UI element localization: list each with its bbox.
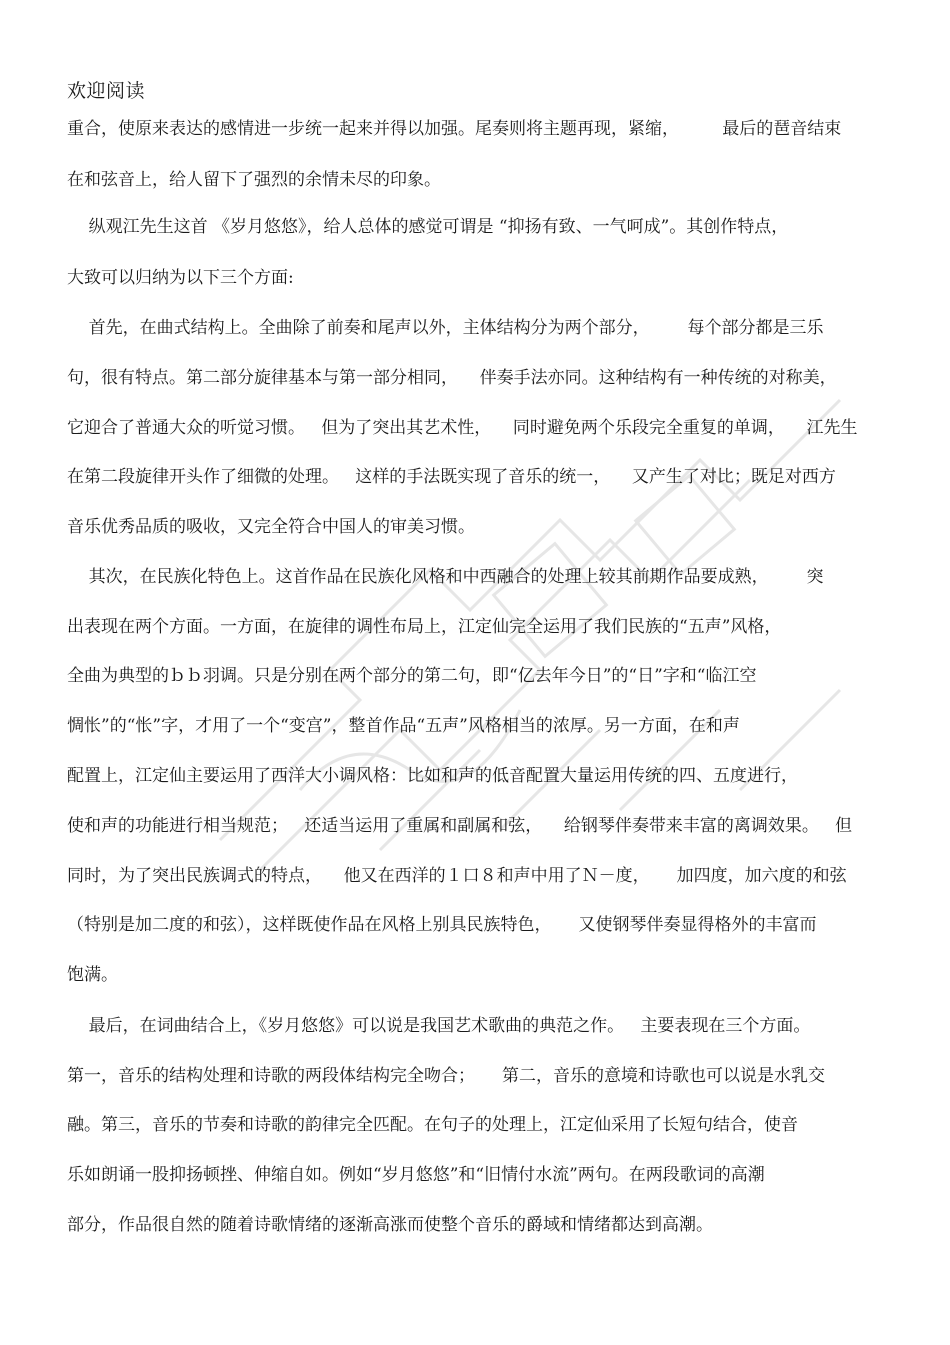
text-line: 使和声的功能进行相当规范； 还适当运用了重属和副属和弦， 给钢琴伴奏带来丰富的离调效果。 但 [67,816,853,836]
text-line: 出表现在两个方面。一方面，在旋律的调性布局上，江定仙完全运用了我们民族的“五声”风格， [67,617,782,637]
text-line: 音乐优秀品质的吸收，又完全符合中国人的审美习惯。 [67,517,475,537]
text-line: 第一，音乐的结构处理和诗歌的两段体结构完全吻合； 第二，音乐的意境和诗歌也可以说是水乳交 [67,1066,826,1086]
text-line: 句，很有特点。第二部分旋律基本与第一部分相同， 伴奏手法亦同。这种结构有一种传统的对称美， [67,368,837,388]
text-line: 乐如朗诵一股抑扬顿挫、伸缩自如。例如“岁月悠悠”和“旧情付水流”两句。在两段歌词的高潮 [67,1165,765,1185]
text-line: 饱满。 [67,965,118,985]
text-line: 纵观江先生这首 《岁月悠悠》，给人总体的感觉可谓是 “抑扬有致、一气呵成”。其创作特点， [67,217,789,237]
text-line: 全曲为典型的ｂｂ羽调。只是分别在两个部分的第二句，即“亿去年今日”的“日”字和“临江空 [67,666,757,686]
text-line: 重合，使原来表达的感情进一步统一起来并得以加强。尾奏则将主题再现，紧缩， 最后的琶音结束 [67,119,842,139]
text-line: 大致可以归纳为以下三个方面: [67,268,294,288]
page-header: 欢迎阅读 [67,80,146,102]
text-line: 在和弦音上，给人留下了强烈的余情未尽的印象。 [67,170,441,190]
text-line: 其次，在民族化特色上。这首作品在民族化风格和中西融合的处理上较其前期作品要成熟， 突 [67,567,824,587]
text-line: 它迎合了普通大众的听觉习惯。 但为了突出其艺术性， 同时避免两个乐段完全重复的单调， 江先生 [67,418,858,438]
text-line: 同时，为了突出民族调式的特点， 他又在西洋的１口８和声中用了Ｎ－度， 加四度，加六度的和弦 [67,866,847,886]
text-line: 首先，在曲式结构上。全曲除了前奏和尾声以外，主体结构分为两个部分， 每个部分都是三乐 [67,318,824,338]
text-line: 最后，在词曲结合上，《岁月悠悠》可以说是我国艺术歌曲的典范之作。 主要表现在三个方面。 [67,1016,811,1036]
text-line: 在第二段旋律开头作了细微的处理。 这样的手法既实现了音乐的统一， 又产生了对比；既足对西方 [67,467,836,487]
text-line: 部分，作品很自然的随着诗歌情绪的逐渐高涨而使整个音乐的爵域和情绪都达到高潮。 [67,1215,713,1235]
text-line: 配置上，江定仙主要运用了西洋大小调风格：比如和声的低音配置大量运用传统的四、五度进行， [67,766,798,786]
text-line: 惆怅”的“怅”字，才用了一个“变宫”，整首作品“五声”风格相当的浓厚。另一方面，在和声 [67,716,740,736]
text-line: （特别是加二度的和弦），这样既使作品在风格上别具民族特色， 又使钢琴伴奏显得格外的丰富而 [67,915,817,935]
text-line: 融。第三，音乐的节奏和诗歌的韵律完全匹配。在句子的处理上，江定仙采用了长短句结合，使音 [67,1115,798,1135]
